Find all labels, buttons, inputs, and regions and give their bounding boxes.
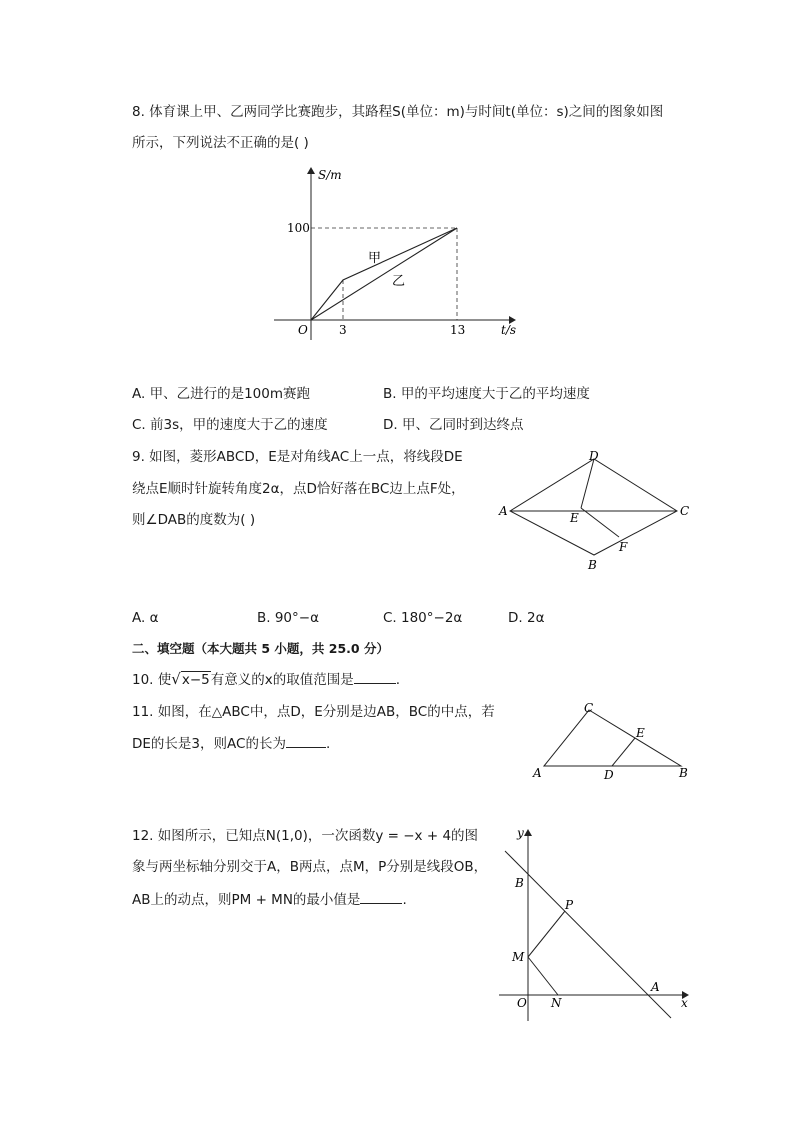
- y-axis-label: y: [517, 826, 524, 840]
- point-b: B: [588, 558, 597, 572]
- q9-stem-line3: 则∠DAB的度数为( ): [132, 512, 256, 528]
- segment-mn: [528, 957, 558, 995]
- q8-option-d: D. 甲、乙同时到达终点: [383, 417, 524, 433]
- point-p: P: [565, 898, 574, 912]
- q8-option-a: A. 甲、乙进行的是100m赛跑: [132, 386, 310, 402]
- line-ab: [505, 851, 671, 1018]
- q8-stem-line1: 8. 体育课上甲、乙两同学比赛跑步，其路程S(单位：m)与时间t(单位：s)之间的图象如图: [132, 104, 664, 120]
- q9-option-c: C. 180°−2α: [383, 610, 463, 626]
- rhombus-abcd: [510, 459, 677, 555]
- q9-stem-line1: 9. 如图，菱形ABCD，E是对角线AC上一点，将线段DE: [132, 449, 463, 465]
- q9-rhombus-figure: [495, 445, 700, 575]
- section-heading: 二、填空题（本大题共 5 小题，共 25.0 分）: [132, 641, 389, 656]
- label-jia: 甲: [368, 251, 382, 266]
- q11-end: .: [325, 736, 331, 752]
- point-a: A: [499, 504, 508, 518]
- q10-stem: [132, 669, 400, 690]
- q10-suffix: 有意义的x的取值范围是: [210, 672, 354, 688]
- q8-option-b: B. 甲的平均速度大于乙的平均速度: [383, 386, 590, 402]
- q8-distance-time-graph: [270, 160, 530, 340]
- segment-ef: [581, 508, 619, 537]
- origin-label: O: [517, 996, 527, 1010]
- q8-option-c: C. 前3s，甲的速度大于乙的速度: [132, 417, 328, 433]
- y-axis-label: S/m: [318, 168, 342, 182]
- label-yi: 乙: [392, 274, 406, 289]
- point-a: A: [533, 766, 542, 780]
- point-b: B: [679, 766, 688, 780]
- x-tick-3: 3: [339, 323, 347, 337]
- q10-radicand: x−5: [181, 672, 210, 688]
- q10-end: .: [395, 672, 401, 688]
- q12-coordinate-figure: [495, 825, 700, 1025]
- triangle-abc: [544, 710, 681, 766]
- origin-label: O: [298, 323, 308, 337]
- x-axis-label: x: [681, 996, 688, 1010]
- point-m: M: [512, 950, 525, 964]
- q8-stem-line2: 所示，下列说法不正确的是( ): [132, 135, 309, 151]
- q9-option-d: D. 2α: [508, 610, 545, 626]
- q12-answer-blank[interactable]: [360, 889, 402, 904]
- q11-answer-blank[interactable]: [286, 733, 326, 748]
- point-c: C: [680, 504, 690, 518]
- segment-mp: [528, 911, 565, 957]
- point-d: D: [589, 449, 599, 463]
- point-b: B: [515, 876, 524, 890]
- q12-stem-line3: [132, 889, 407, 910]
- q11-triangle-figure: [528, 695, 698, 785]
- point-f: F: [619, 540, 628, 554]
- point-a: A: [651, 980, 660, 994]
- segment-de: [612, 738, 635, 766]
- point-e: E: [570, 511, 579, 525]
- y-tick-100: 100: [287, 221, 310, 235]
- q9-option-a: A. α: [132, 610, 159, 626]
- q9-stem-line2: 绕点E顺时针旋转角度2α，点D恰好落在BC边上点F处，: [132, 481, 465, 497]
- point-e: E: [636, 726, 645, 740]
- q12-stem-line1: 12. 如图所示，已知点N(1,0)，一次函数y = −x + 4的图: [132, 828, 479, 844]
- q11-stem-line2: [132, 733, 330, 754]
- q9-option-b: B. 90°−α: [257, 610, 319, 626]
- yi-line: [311, 228, 457, 320]
- q12-stem-line2: 象与两坐标轴分别交于A，B两点，点M，P分别是线段OB，: [132, 859, 488, 875]
- q12-end: .: [402, 892, 407, 908]
- point-c: C: [584, 701, 594, 715]
- point-d: D: [604, 768, 614, 782]
- q10-prefix: 10. 使: [132, 672, 172, 688]
- q10-answer-blank[interactable]: [354, 669, 396, 684]
- q11-line2-text: DE的长是3，则AC的长为: [132, 736, 286, 752]
- x-axis-label: t/s: [501, 323, 517, 337]
- x-tick-13: 13: [450, 323, 466, 337]
- point-n: N: [551, 996, 562, 1010]
- sqrt-icon: √: [171, 670, 181, 688]
- q12-line3-text: AB上的动点，则PM + MN的最小值是: [132, 892, 361, 908]
- q11-stem-line1: 11. 如图，在△ABC中，点D，E分别是边AB，BC的中点，若: [132, 704, 495, 720]
